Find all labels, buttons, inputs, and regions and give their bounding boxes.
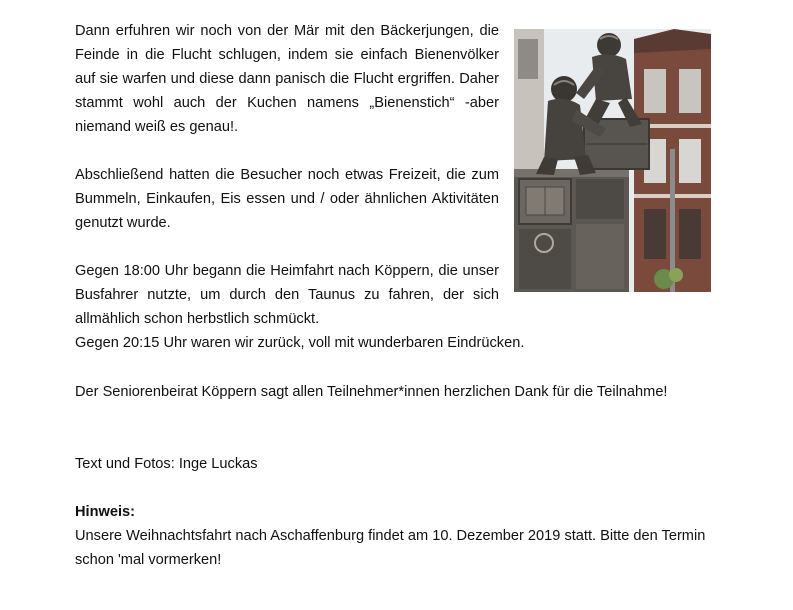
statue-photo (514, 29, 711, 292)
paragraph-free-time: Abschließend hatten die Besucher noch etwas Freizeit, die zum Bummeln, Einkaufen, Eis essen und / oder ähnlichen Aktivitäten genutzt wurde. (75, 167, 499, 231)
paragraph-return-trip: Gegen 18:00 Uhr begann die Heimfahrt nach Köppern, die unser Busfahrer nutzte, um durch den Taunus zu fahren, der sich allmählich schon herbstlich schmückt. (75, 263, 499, 327)
paragraph-baker-boys-legend: Dann erfuhren wir noch von der Mär mit den Bäckerjungen, die Feinde in die Flucht schlugen, indem sie einfach Bienenvölker auf sie warfen und diese dann panisch die Flucht ergriffen. Daher stammt wohl auch der Kuchen namens „Bienenstich“ -aber niemand weiß es genau!. (75, 23, 499, 135)
notice-heading: Hinweis: (75, 504, 136, 520)
paragraph-thanks: Der Seniorenbeirat Köppern sagt allen Teilnehmer*innen herzlichen Dank für die Teilnahme! (75, 384, 668, 400)
notice-text: Unsere Weihnachtsfahrt nach Aschaffenburg findet am 10. Dezember 2019 statt. Bitte den Termin schon 'mal vormerken! (75, 528, 706, 568)
statue-illustration (514, 29, 711, 292)
paragraph-credits: Text und Fotos: Inge Luckas (75, 456, 258, 472)
paragraph-arrival: Gegen 20:15 Uhr waren wir zurück, voll mit wunderbaren Eindrücken. (75, 335, 525, 351)
